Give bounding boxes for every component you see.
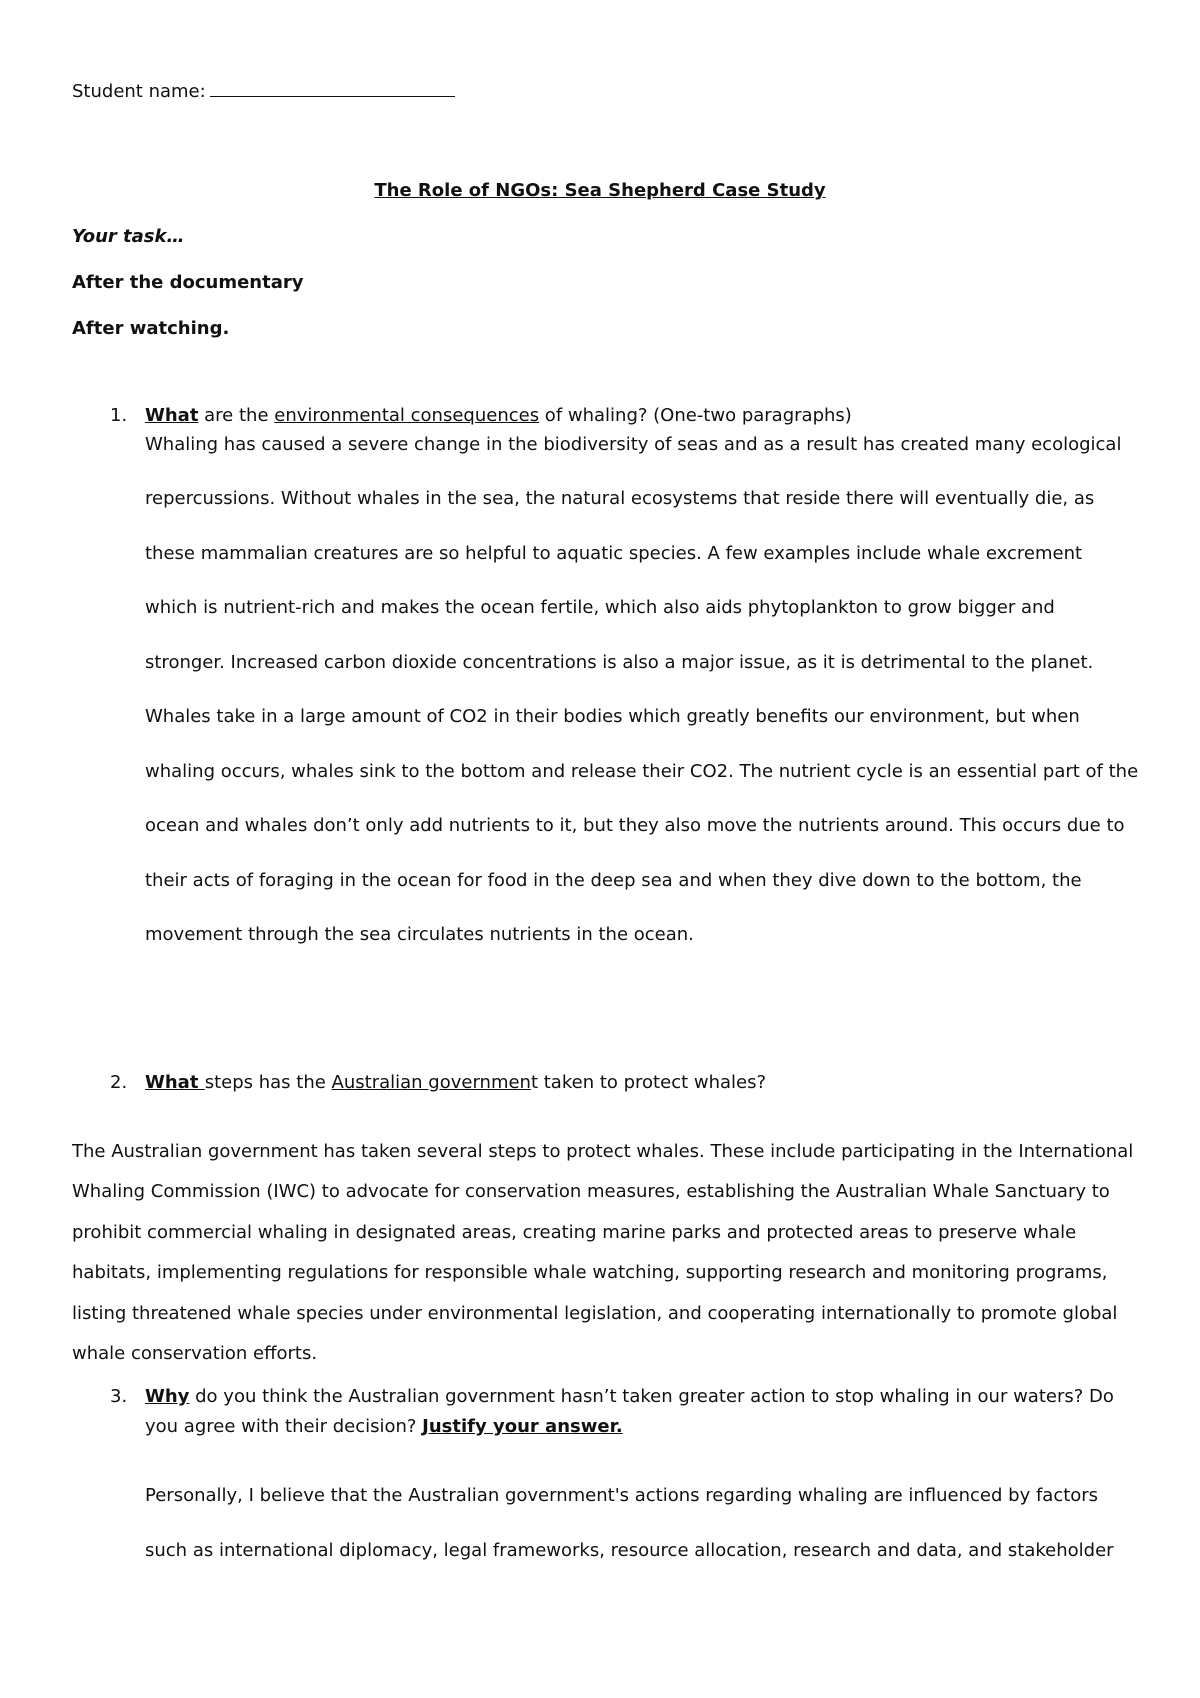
- answer-1-line: these mammalian creatures are so helpful to aquatic species. A few examples include whale excrement: [145, 543, 1083, 564]
- answer-2-line: Whaling Commission (IWC) to advocate for conservation measures, establishing the Australian Whale Sanctuary to: [72, 1181, 1110, 1202]
- student-name-blank[interactable]: [210, 78, 455, 97]
- student-name-label: Student name:: [72, 81, 206, 102]
- answer-2-line: The Australian government has taken several steps to protect whales. These include participating in the International: [72, 1141, 1134, 1162]
- student-name-row: [72, 78, 455, 102]
- question-3-line-1: Why do you think the Australian government hasn’t taken greater action to stop whaling in our waters? Do: [145, 1386, 1114, 1407]
- answer-1-line: stronger. Increased carbon dioxide concentrations is also a major issue, as it is detrimental to the planet.: [145, 652, 1094, 673]
- question-3-line-2: you agree with their decision? Justify your answer.: [145, 1416, 623, 1437]
- answer-1-line: repercussions. Without whales in the sea, the natural ecosystems that reside there will eventually die, as: [145, 488, 1095, 509]
- answer-1-line: their acts of foraging in the ocean for food in the deep sea and when they dive down to the bottom, the: [145, 870, 1082, 891]
- question-2: What steps has the Australian government taken to protect whales?: [145, 1072, 767, 1093]
- question-2-number: 2.: [110, 1072, 128, 1093]
- question-3-why: Why: [145, 1386, 190, 1407]
- subheading-after-watching: After watching.: [72, 318, 230, 339]
- document-title: The Role of NGOs: Sea Shepherd Case Study: [374, 180, 826, 201]
- answer-1-line: which is nutrient-rich and makes the ocean fertile, which also aids phytoplankton to grow bigger and: [145, 597, 1055, 618]
- answer-1-line: movement through the sea circulates nutrients in the ocean.: [145, 924, 694, 945]
- question-2-underlined: Australian governmen: [331, 1072, 531, 1093]
- question-3-number: 3.: [110, 1386, 128, 1407]
- question-1: What are the environmental consequences of whaling? (One-two paragraphs): [145, 405, 852, 426]
- task-heading: Your task…: [72, 226, 185, 247]
- question-1-what: What: [145, 405, 199, 426]
- answer-2-line: habitats, implementing regulations for responsible whale watching, supporting research and monitoring programs,: [72, 1262, 1108, 1283]
- justify-your-answer: Justify your answer.: [422, 1416, 623, 1437]
- answer-1-line: ocean and whales don’t only add nutrients to it, but they also move the nutrients around. This occurs due to: [145, 815, 1125, 836]
- subheading-after-documentary: After the documentary: [72, 272, 304, 293]
- question-2-what: What: [145, 1072, 205, 1093]
- answer-3-line: Personally, I believe that the Australian government's actions regarding whaling are influenced by factors: [145, 1485, 1099, 1506]
- answer-3-line: such as international diplomacy, legal frameworks, resource allocation, research and data, and stakeholder: [145, 1540, 1114, 1561]
- question-1-underlined: environmental consequences: [274, 405, 540, 426]
- answer-1-line: whaling occurs, whales sink to the bottom and release their CO2. The nutrient cycle is an essential part of the: [145, 761, 1139, 782]
- answer-2-line: whale conservation efforts.: [72, 1343, 318, 1364]
- answer-2-line: prohibit commercial whaling in designated areas, creating marine parks and protected areas to preserve whale: [72, 1222, 1077, 1243]
- question-1-number: 1.: [110, 405, 128, 426]
- answer-1-line: Whales take in a large amount of CO2 in their bodies which greatly benefits our environment, but when: [145, 706, 1080, 727]
- answer-2-line: listing threatened whale species under environmental legislation, and cooperating internationally to promote global: [72, 1303, 1118, 1324]
- answer-1-line: Whaling has caused a severe change in the biodiversity of seas and as a result has created many ecological: [145, 434, 1122, 455]
